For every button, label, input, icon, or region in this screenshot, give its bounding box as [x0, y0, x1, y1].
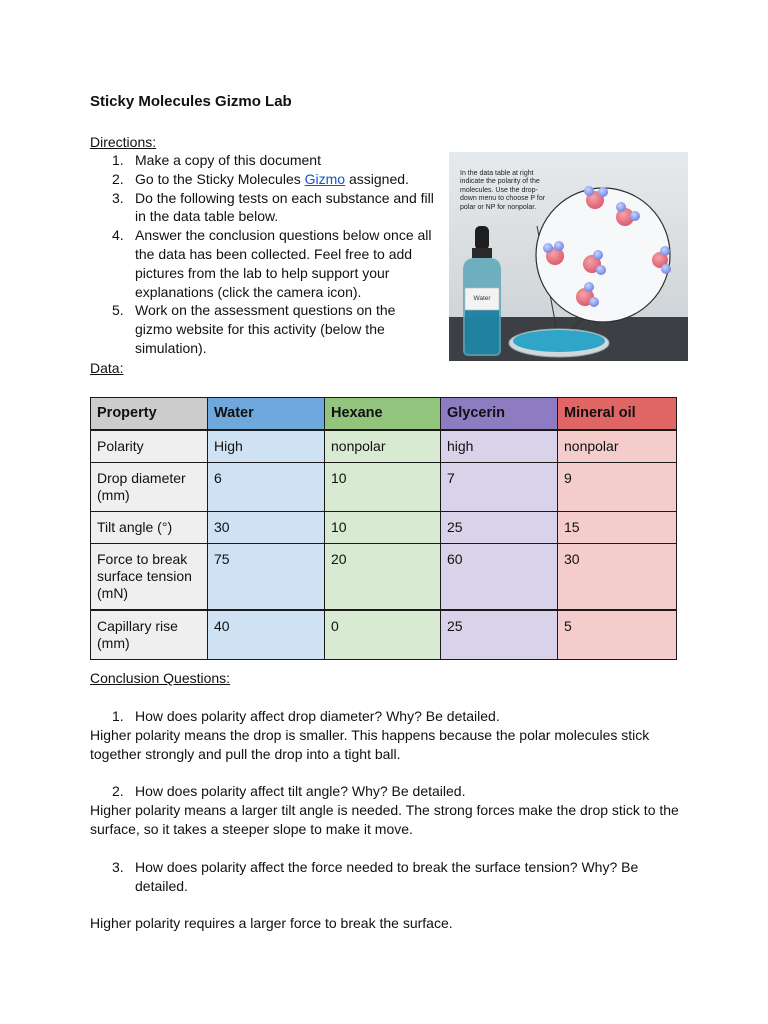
table-cell[interactable]: 5	[558, 610, 677, 660]
table-cell[interactable]: 30	[208, 512, 325, 544]
table-cell: Capillary rise (mm)	[91, 610, 208, 660]
table-cell[interactable]: 0	[325, 610, 441, 660]
table-cell[interactable]: 9	[558, 463, 677, 512]
table-cell[interactable]: 30	[558, 544, 677, 611]
header-hexane: Hexane	[325, 398, 441, 431]
data-label: Data:	[90, 360, 124, 376]
list-item: 1. Make a copy of this document	[112, 152, 321, 168]
table-cell[interactable]: 20	[325, 544, 441, 611]
dish-liquid	[513, 330, 605, 352]
document-title: Sticky Molecules Gizmo Lab	[90, 93, 292, 110]
directions-label: Directions:	[90, 134, 157, 150]
directions-list	[90, 151, 435, 358]
table-row	[91, 610, 677, 660]
table-row	[91, 544, 677, 611]
header-property: Property	[91, 398, 208, 431]
table-cell[interactable]: 60	[441, 544, 558, 611]
table-cell[interactable]: 10	[325, 512, 441, 544]
table-cell[interactable]: nonpolar	[325, 430, 441, 463]
answer-2[interactable]: Higher polarity means a larger tilt angle is needed. The strong forces make the drop stick to the surface, so it takes a steeper slope to make it move.	[90, 802, 679, 837]
instruction-text: In the data table at right indicate the polarity of the molecules. Use the drop-down menu to choose P for polar or NP for nonpolar.	[460, 170, 546, 211]
answer-1[interactable]: Higher polarity means the drop is smaller. This happens because the polar molecules stick together strongly and pull the drop into a tight ball.	[90, 727, 650, 762]
table-cell[interactable]: 25	[441, 512, 558, 544]
table-cell[interactable]: 25	[441, 610, 558, 660]
data-table	[90, 397, 677, 660]
answer-3[interactable]: Higher polarity requires a larger force to break the surface.	[90, 915, 453, 931]
table-cell[interactable]: 10	[325, 463, 441, 512]
table-row	[91, 430, 677, 463]
header-glycerin: Glycerin	[441, 398, 558, 431]
table-cell[interactable]: 75	[208, 544, 325, 611]
gizmo-link[interactable]: Gizmo	[304, 170, 346, 187]
list-item: 5. Work on the assessment questions on the gizmo website for this activity (below the simulation).	[112, 302, 396, 356]
table-row	[91, 512, 677, 544]
table-cell[interactable]: 7	[441, 463, 558, 512]
simulation-image	[449, 152, 688, 361]
table-cell[interactable]: nonpolar	[558, 430, 677, 463]
table-cell[interactable]: High	[208, 430, 325, 463]
table-cell[interactable]: 40	[208, 610, 325, 660]
header-mineral-oil: Mineral oil	[558, 398, 677, 431]
table-cell[interactable]: high	[441, 430, 558, 463]
bottle-label: Water	[473, 295, 491, 302]
table-row	[91, 463, 677, 512]
table-cell: Force to break surface tension (mN)	[91, 544, 208, 611]
table-cell[interactable]: 6	[208, 463, 325, 512]
table-cell[interactable]: 15	[558, 512, 677, 544]
list-item: 2. Go to the Sticky Molecules Gizmo assigned.	[112, 170, 409, 187]
list-item: 3. Do the following tests on each substance and fill in the data table below.	[112, 189, 434, 225]
table-header-row	[91, 398, 677, 431]
table-cell: Tilt angle (°)	[91, 512, 208, 544]
conclusion-label: Conclusion Questions:	[90, 670, 231, 686]
header-water: Water	[208, 398, 325, 431]
table-cell: Drop diameter (mm)	[91, 463, 208, 512]
list-item: 4. Answer the conclusion questions below once all the data has been collected. Feel free to add pictures from the lab to help support your explanations (click the camera icon).	[112, 227, 432, 300]
table-cell: Polarity	[91, 430, 208, 463]
